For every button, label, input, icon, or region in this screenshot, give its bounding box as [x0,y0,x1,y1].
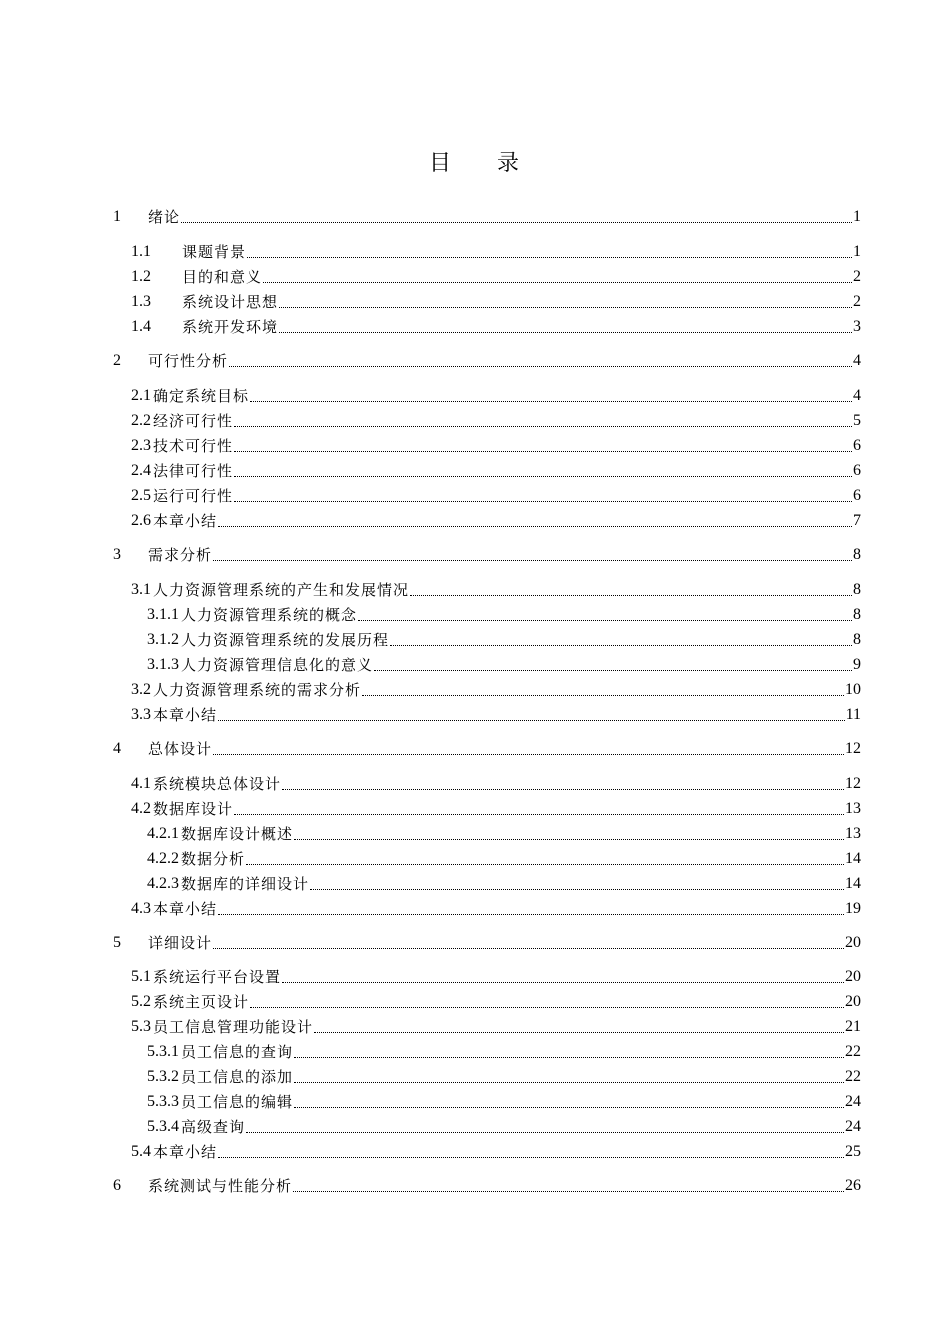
toc-entry-title: 系统主页设计 [153,993,250,1011]
toc-entry-number: 4.1 [131,775,151,792]
dot-leader [410,581,852,596]
dot-leader [263,268,852,283]
toc-entry-page: 20 [845,968,861,985]
toc-entry-label [131,680,361,700]
toc-entry-page: 13 [845,825,861,842]
toc-entry-title: 运行可行性 [153,487,234,505]
toc-entry-number: 2.5 [131,487,151,504]
toc-entry[interactable] [113,1088,861,1112]
toc-entry-number: 2.3 [131,437,151,454]
toc-entry-title: 经济可行性 [153,412,234,430]
toc-entry-number: 5 [113,934,121,951]
toc-entry-page: 20 [845,934,861,951]
toc-entry-page: 6 [853,437,861,454]
toc-entry-title: 员工信息管理功能设计 [153,1018,314,1036]
toc-entry-title: 总体设计 [148,740,213,758]
toc-entry-number: 1 [113,208,121,225]
toc-title-right: 录 [497,151,522,176]
toc-entry-number: 3.1.1 [147,606,179,623]
toc-entry-label [147,655,373,675]
toc-entry-label [131,967,281,987]
toc-entry-title: 员工信息的编辑 [181,1093,294,1111]
toc-entry-label [131,461,233,481]
toc-entry[interactable] [113,238,861,262]
toc-entry[interactable] [113,313,861,337]
toc-entry-number: 4 [113,740,121,757]
toc-entry-page: 21 [845,1018,861,1035]
toc-entry-page: 3 [853,318,861,335]
toc-entry[interactable] [113,845,861,869]
toc-entry[interactable] [113,929,861,953]
toc-entry-title: 员工信息的添加 [181,1068,294,1086]
toc-entry[interactable] [113,382,861,406]
toc-entry-number: 5.3.4 [147,1118,179,1135]
toc-entry-page: 10 [845,681,861,698]
toc-entry-page: 8 [853,631,861,648]
toc-entry-label [113,1176,292,1196]
toc-entry-label [147,605,357,625]
toc-entry-number: 4.3 [131,900,151,917]
toc-entry-label [131,486,233,506]
dot-leader [374,656,852,671]
toc-entry-title: 数据库设计概述 [181,825,294,843]
toc-entry-number: 5.4 [131,1143,151,1160]
toc-entry-label [131,267,262,287]
toc-entry-title: 系统设计思想 [182,293,279,311]
toc-entry-page: 5 [853,412,861,429]
dot-leader [181,208,852,223]
toc-entry[interactable] [113,576,861,600]
toc-entry-number: 3.1 [131,581,151,598]
toc-entry-label [131,511,217,531]
toc-entry[interactable] [113,1013,861,1037]
toc-entry-page: 1 [853,243,861,260]
toc-entry-label [147,849,245,869]
toc-entry-title: 法律可行性 [153,462,234,480]
dot-leader [234,800,844,815]
toc-entry[interactable] [113,676,861,700]
toc-entry-title: 技术可行性 [153,437,234,455]
dot-leader [279,293,852,308]
toc-entry-label [147,630,389,650]
toc-entry-number: 5.2 [131,993,151,1010]
dot-leader [218,706,845,721]
toc-entry-label [131,1017,313,1037]
toc-entry-label [131,774,281,794]
toc-entry-number: 2.2 [131,412,151,429]
toc-entry-title: 数据分析 [181,850,246,868]
dot-leader [294,825,844,840]
toc-entry-page: 8 [853,581,861,598]
toc-entry-label [131,242,246,262]
toc-entry-page: 11 [845,706,861,723]
toc-entry[interactable] [113,541,861,565]
toc-entry-number: 5.1 [131,968,151,985]
toc-entry[interactable] [113,1138,861,1162]
toc-entry-page: 13 [845,800,861,817]
toc-entry-number: 5.3.3 [147,1093,179,1110]
toc-entry-number: 5.3.2 [147,1068,179,1085]
toc-entry-label [147,1117,245,1137]
toc-entry[interactable] [113,651,861,675]
toc-entry-page: 20 [845,993,861,1010]
toc-entry-page: 22 [845,1043,861,1060]
toc-entry-label [131,799,233,819]
toc-entry-title: 本章小结 [153,1143,218,1161]
toc-entry-title: 人力资源管理系统的需求分析 [153,681,362,699]
toc-entry-page: 8 [853,606,861,623]
toc-entry-title: 系统开发环境 [182,318,279,336]
toc-entry-page: 14 [845,875,861,892]
toc-title-left: 目 [428,151,453,176]
toc-entry-title: 人力资源管理系统的产生和发展情况 [153,581,410,599]
toc-entry-page: 12 [845,775,861,792]
toc-entry-label [113,351,228,371]
toc-entry-label [131,436,233,456]
toc-entry-page: 1 [853,208,861,225]
toc-entry[interactable] [113,1113,861,1137]
toc-entry-page: 9 [853,656,861,673]
toc-entry-number: 2.6 [131,512,151,529]
toc-entry[interactable] [113,820,861,844]
toc-entry[interactable] [113,870,861,894]
dot-leader [213,740,844,755]
toc-entry-number: 1.4 [131,318,151,335]
toc-entry[interactable] [113,795,861,819]
toc-entry-number: 2.1 [131,387,151,404]
toc-entry-page: 22 [845,1068,861,1085]
toc-entry-page: 2 [853,268,861,285]
toc-entry-title: 目的和意义 [182,268,263,286]
toc-entry[interactable] [113,203,861,227]
toc-entry-number: 6 [113,1177,121,1194]
toc-entry-number: 3.1.2 [147,631,179,648]
toc-entry-number: 2 [113,352,121,369]
dot-leader [294,1093,844,1108]
toc-entry-label [131,705,217,725]
toc-entry-number: 3 [113,546,121,563]
toc-entry[interactable] [113,895,861,919]
toc-entry-number: 5.3 [131,1018,151,1035]
toc-entry-number: 3.1.3 [147,656,179,673]
toc-entry-label [131,899,217,919]
dot-leader [234,437,852,452]
dot-leader [282,775,844,790]
toc-entry-label [131,580,409,600]
toc-entry-label [147,874,309,894]
dot-leader [234,462,852,477]
dot-leader [293,1177,844,1192]
toc-entry-page: 6 [853,462,861,479]
dot-leader [250,993,844,1008]
toc-entry-page: 6 [853,487,861,504]
toc-entry-title: 系统测试与性能分析 [148,1177,293,1195]
toc-entry-number: 4.2.1 [147,825,179,842]
toc-entry-page: 25 [845,1143,861,1160]
toc-entry-title: 详细设计 [148,934,213,952]
toc-entry[interactable] [113,507,861,531]
toc-entry[interactable] [113,457,861,481]
toc-entry-label [131,386,249,406]
dot-leader [234,487,852,502]
toc-entry-label [131,411,233,431]
toc-entry[interactable] [113,601,861,625]
toc-entry-page: 19 [845,900,861,917]
toc-entry[interactable] [113,347,861,371]
toc-entry-title: 需求分析 [148,546,213,564]
dot-leader [282,968,844,983]
toc-entry-number: 2.4 [131,462,151,479]
toc-entry-page: 7 [853,512,861,529]
toc-entry[interactable] [113,626,861,650]
toc-entry-title: 高级查询 [181,1118,246,1136]
toc-entry-title: 确定系统目标 [153,387,250,405]
dot-leader [390,631,852,646]
toc-entry-page: 4 [853,387,861,404]
dot-leader [246,1118,844,1133]
toc-entry-page: 14 [845,850,861,867]
toc-entry[interactable] [113,482,861,506]
toc-entry-title: 人力资源管理系统的概念 [181,606,358,624]
toc-entry-title: 数据库设计 [153,800,234,818]
dot-leader [229,352,852,367]
toc-entry-number: 1.3 [131,293,151,310]
toc-entry[interactable] [113,432,861,456]
toc-entry-label [147,1042,293,1062]
toc-entry[interactable] [113,1038,861,1062]
toc-entry-number: 4.2.2 [147,850,179,867]
dot-leader [234,412,852,427]
dot-leader [247,243,852,258]
dot-leader [250,387,852,402]
toc-entry-label [147,1092,293,1112]
toc-entry-number: 5.3.1 [147,1043,179,1060]
dot-leader [358,606,852,621]
toc-entry-label [147,824,293,844]
toc-entry-title: 数据库的详细设计 [181,875,310,893]
dot-leader [213,546,852,561]
toc-entry-page: 4 [853,352,861,369]
dot-leader [314,1018,844,1033]
toc-entry-label [113,739,212,759]
toc-entry-page: 2 [853,293,861,310]
toc-entry-label [113,207,180,227]
dot-leader [310,875,844,890]
toc-entry[interactable] [113,1172,861,1196]
toc-entry-title: 本章小结 [153,512,218,530]
toc-entry[interactable] [113,1063,861,1087]
toc-entry[interactable] [113,288,861,312]
toc-entry-number: 3.3 [131,706,151,723]
toc-entry[interactable] [113,963,861,987]
toc-entry-number: 3.2 [131,681,151,698]
toc-entry[interactable] [113,988,861,1012]
dot-leader [213,934,844,949]
toc-entry[interactable] [113,263,861,287]
toc-entry-page: 26 [845,1177,861,1194]
dot-leader [279,318,852,333]
dot-leader [218,1143,844,1158]
toc-entry-number: 1.2 [131,268,151,285]
toc-entry-title: 课题背景 [182,243,247,261]
dot-leader [246,850,844,865]
dot-leader [218,512,852,527]
toc-entry-title: 人力资源管理系统的发展历程 [181,631,390,649]
toc-entry-number: 1.1 [131,243,151,260]
dot-leader [362,681,844,696]
toc-entry-label [113,545,212,565]
toc-entry-label [113,933,212,953]
toc-entry-label [131,292,278,312]
toc-entry-label [131,992,249,1012]
toc-entry-number: 4.2 [131,800,151,817]
toc-entry-title: 系统运行平台设置 [153,968,282,986]
dot-leader [218,900,844,915]
dot-leader [294,1068,844,1083]
toc-entry[interactable] [113,407,861,431]
toc-entry-title: 员工信息的查询 [181,1043,294,1061]
toc-entry-title: 可行性分析 [148,352,229,370]
toc-entry-number: 4.2.3 [147,875,179,892]
toc-entry-page: 12 [845,740,861,757]
toc-entry[interactable] [113,701,861,725]
toc-entry-label [131,317,278,337]
toc-entry-title: 本章小结 [153,900,218,918]
toc-entry-title: 系统模块总体设计 [153,775,282,793]
toc-entry-page: 24 [845,1093,861,1110]
toc-title [0,146,950,177]
toc-entry-title: 绪论 [148,208,181,226]
toc-entry[interactable] [113,735,861,759]
toc-entry-title: 本章小结 [153,706,218,724]
toc-entry-title: 人力资源管理信息化的意义 [181,656,374,674]
toc-entry-label [147,1067,293,1087]
dot-leader [294,1043,844,1058]
toc-entry[interactable] [113,770,861,794]
toc-entry-page: 24 [845,1118,861,1135]
toc-entry-page: 8 [853,546,861,563]
toc-entry-label [131,1142,217,1162]
